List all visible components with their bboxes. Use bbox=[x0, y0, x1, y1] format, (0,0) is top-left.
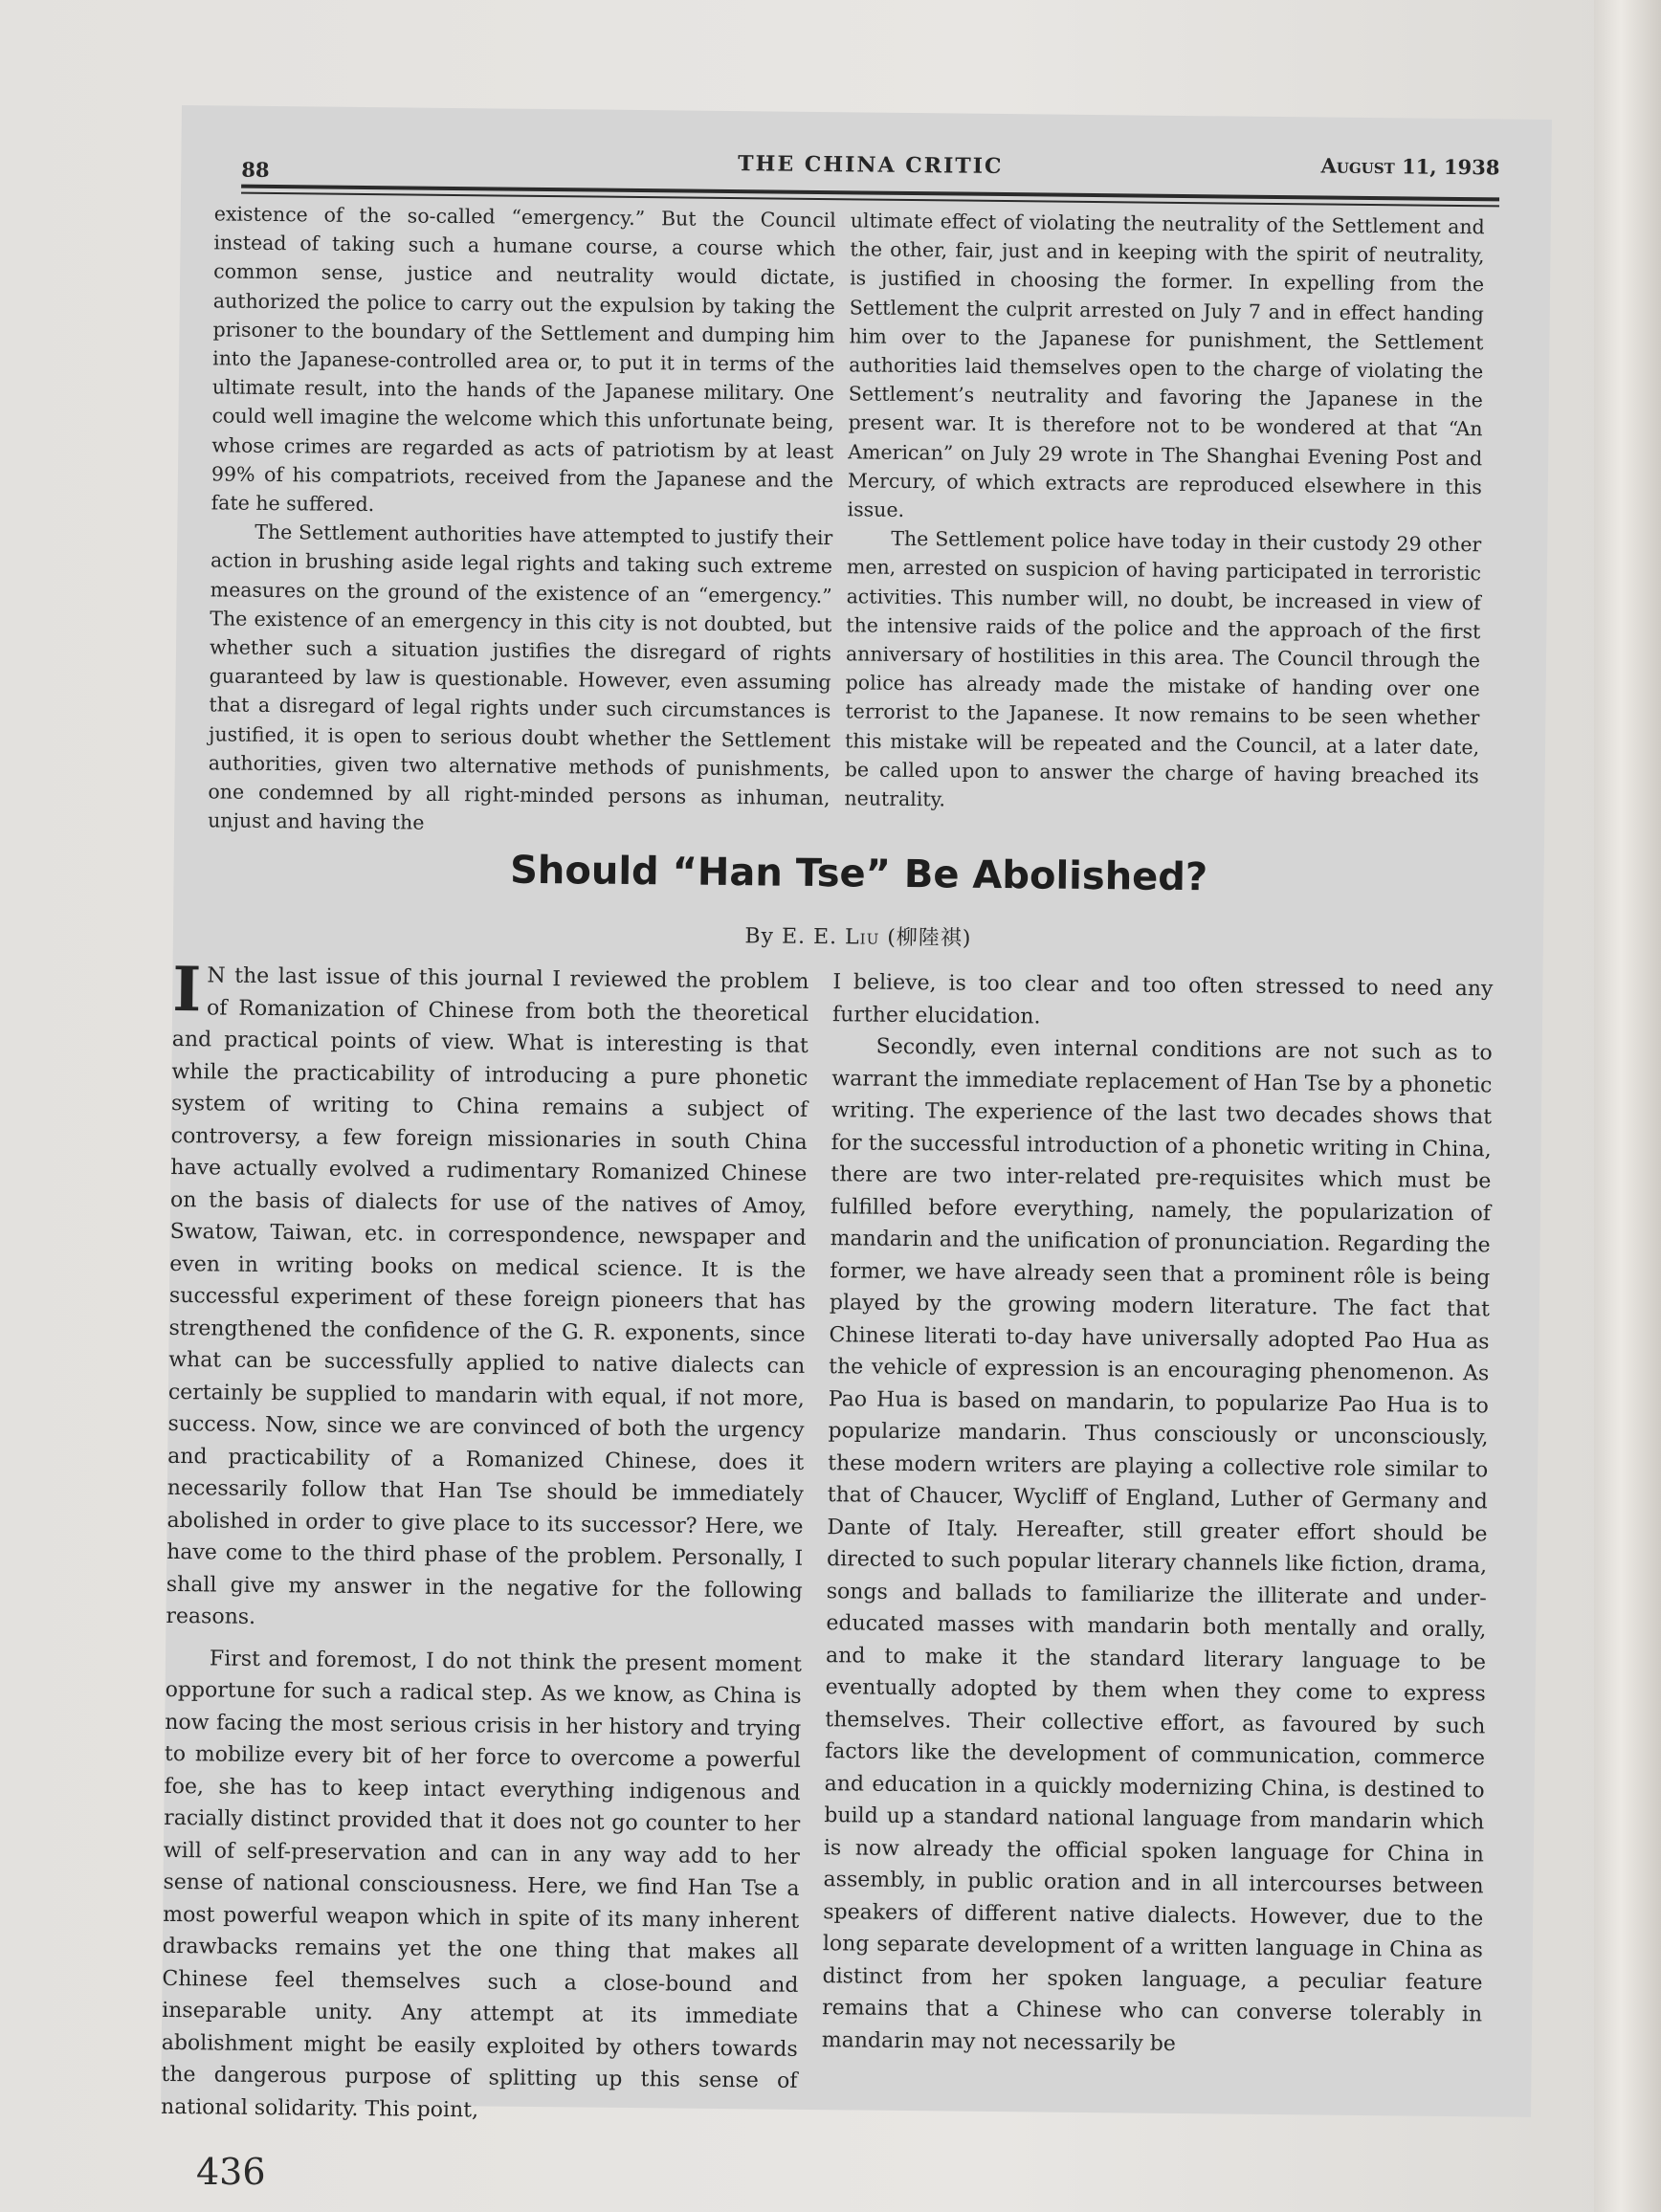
paragraph: Secondly, even internal conditions are not such as to warrant the immediate replacement of Han Tse by a phonetic writing. The experience of the last two decades shows that for the successful introduction of a phonetic writing in China, there are two inter-related pre-requisites which must be fulfilled before everything, namely, the popularization of mandarin and the unification of pronunciation. Regarding the former, we have already seen that a prominent rôle is being played by the growing modern literature. The fact that Chinese literati to-day have universally adopted Pao Hua as the vehicle of expression is an encouraging phenomenon. As Pao Hua is based on mandarin, to popularize Pao Hua is to popularize mandarin. Thus consciously or unconsciously, these modern writers are playing a collective role similar to that of Chaucer, Wycliff of England, Luther of Germany and Dante of Italy. Hereafter, still greater effort should be directed to such popular literary channels like fiction, drama, songs and ballads to familiarize the illiterate and under-educated masses with mandarin both mentally and orally, and to make it the standard literary language to be eventually adopted by them when they come to express themselves. Their collective effort, as favoured by such factors like the development of communication, commerce and education in a quickly modernizing China, is destined to build up a standard national language from mandarin which is now already the official spoken language for China in assembly, in public oration and in all intercourses between speakers of different native dialects. However, due to the long separate development of a written language in China as distinct from her spoken language, a peculiar feature remains that a Chinese who can converse tolerably in mandarin may not necessarily be bbox=[821, 1034, 1493, 2056]
folio-number: 436 bbox=[196, 2151, 266, 2193]
header-page-number: 88 bbox=[241, 157, 270, 182]
page-edge bbox=[1594, 0, 1661, 2212]
issue-date: August 11, 1938 bbox=[1320, 153, 1500, 180]
paragraph: existence of the so-called “emergency.” But the Council instead of taking such a humane course, a course which common sense, justice and neutrality would dictate, authorized the police to carry out the expulsion by taking the prisoner to the boundary of the Settlement and dumping him into the Japanese-controlled area or, to put it in terms of the ultimate result, into the hands of the Japanese military. One could well imagine the welcome which this unfortunate being, whose crimes are regarded as acts of patriotism by at least 99% of his compatriots, received from the Japanese and the fate he suffered. bbox=[210, 202, 836, 517]
printed-sheet bbox=[160, 105, 1552, 2122]
article-title: Should “Han Tse” Be Abolished? bbox=[509, 848, 1208, 900]
paragraph bbox=[166, 953, 809, 1639]
article-column-left bbox=[160, 953, 809, 2130]
editorial-column-left bbox=[208, 199, 836, 841]
running-header bbox=[241, 129, 1500, 200]
author-name: E. E. Liu bbox=[781, 924, 880, 950]
paragraph: The Settlement authorities have attempted to justify their action in brushing aside legal rights and taking such extreme measures on the ground of the existence of an “emergency.” The existence of an emergency in this city is not doubted, but whether such a situation justifies the disregard of rights guaranteed by law is questionable. However, even assuming that a disregard of legal rights under such circumstances is justified, it is open to serious doubt whether the Settlement authorities, given two alternative methods of punishments, one condemned by all right-minded persons as inhuman, unjust and having the bbox=[208, 520, 833, 834]
paragraph: First and foremost, I do not think the present moment opportune for such a radical step. As we know, as China is now facing the most serious crisis in her history and trying to mobilize every bit of her force to overcome a powerful foe, she has to keep intact everything indigenous and racially distinct provided that it does not go counter to her will of self-preservation and can in any way add to her sense of national consciousness. Here, we find Han Tse a most powerful weapon which in spite of its many inherent drawbacks remains yet the one thing that makes all Chinese feel themselves such a close-bound and inseparable unity. Any attempt at its immediate abolishment might be easily exploited by others towards the dangerous purpose of splitting up this sense of national solidarity. This point, bbox=[160, 1646, 803, 2122]
editorial-column-right bbox=[844, 206, 1485, 819]
drop-cap: I bbox=[171, 953, 202, 1027]
paragraph: ultimate effect of violating the neutrality of the Settlement and the other, fair, just and in keeping with the spirit of neutrality, is justified in choosing the former. In expelling from the Settlement the culprit arrested on July 7 and in effect handing him over to the Japanese for punishment, the Settlement authorities laid themselves open to the charge of violating the Settlement’s neutrality and favoring the Japanese in the present war. It is therefore not to be wondered at that “An American” on July 29 wrote in The Shanghai Evening Post and Mercury, of which extracts are reproduced elsewhere in this issue. bbox=[847, 209, 1485, 521]
paragraph: I believe, is too clear and too often stressed to need any further elucidation. bbox=[831, 970, 1494, 1029]
author-chinese-name: (柳陸祺) bbox=[887, 925, 972, 951]
byline-prefix: By bbox=[744, 924, 775, 949]
journal-title: THE CHINA CRITIC bbox=[738, 151, 1004, 179]
paragraph: The Settlement police have today in their custody 29 other men, arrested on suspicion of having participated in terroristic activities. This number will, no doubt, be increased in view of the intensive raids of the police and the approach of the first anniversary of hostilities in this area. The Council through the police has already made the mistake of handing over one terrorist to the Japanese. It now remains to be seen whether this mistake will be repeated and the Council, at a later date, be called upon to answer the charge of having breached its neutrality. bbox=[844, 527, 1482, 811]
byline bbox=[173, 914, 1543, 958]
paragraph-text: N the last issue of this journal I reviewed the problem of Romanization of Chinese from both the theoretical and practical points of view. What is interesting is that while the practicability of introducing a pure phonetic system of writing to China remains a subject of controversy, a few foreign missionaries in south China have actually evolved a rudimentary Romanized Chinese on the basis of dialects for use of the natives of Amoy, Swatow, Taiwan, etc. in correspondence, newspaper and even in writing books on medical science. It is the successful experiment of these foreign pioneers that has strengthened the confidence of the G. R. exponents, since what can be successfully applied to native dialects can certainly be supplied to mandarin with equal, if not more, success. Now, since we are convinced of both the urgency and practicability of a Romanized Chinese, does it necessarily follow that Han Tse should be immediately abolished in order to give place to its successor? Here, we have come to the third phase of the problem. Personally, I shall give my answer in the negative for the following reasons. bbox=[166, 963, 809, 1629]
article-column-right bbox=[822, 966, 1494, 2063]
